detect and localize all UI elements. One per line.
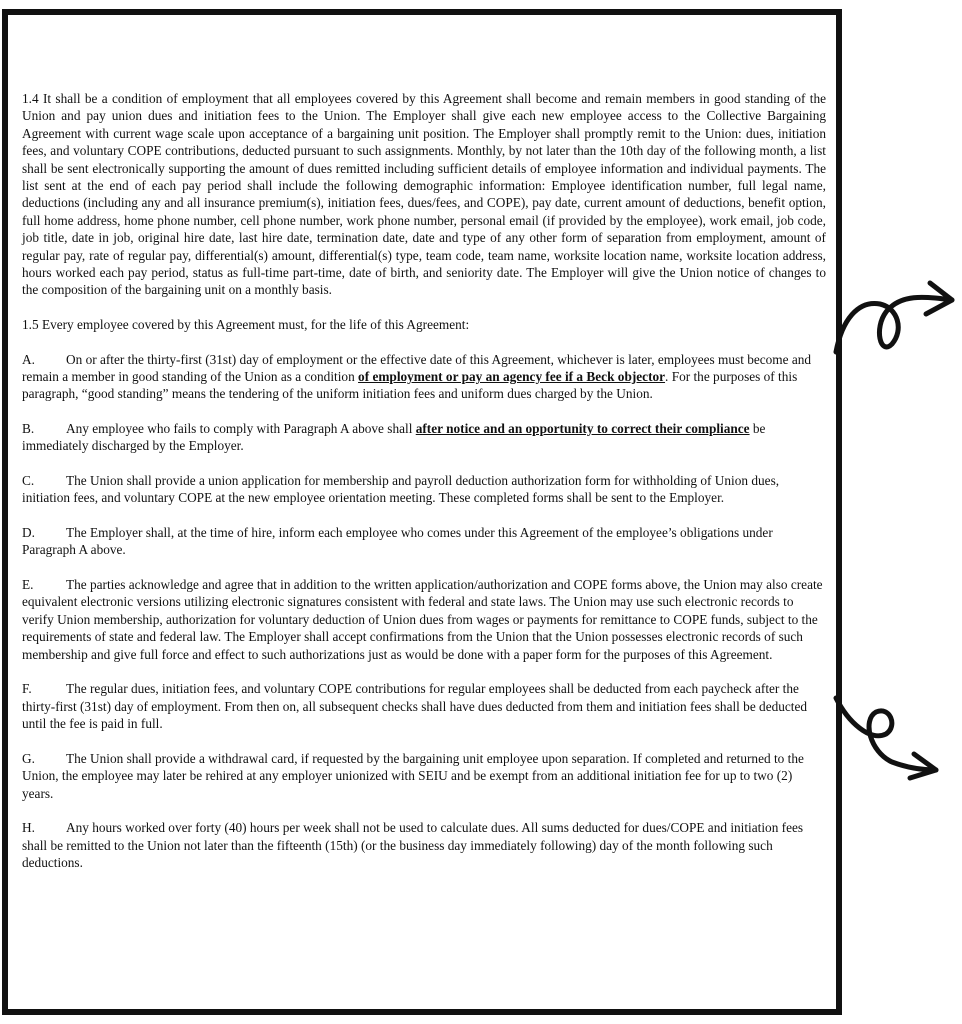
item-d-paragraph [22,524,826,559]
section-1-4-paragraph: 1.4 It shall be a condition of employment that all employees covered by this Agreement shall become and remain members in good standing of the Union and pay union dues and initiation fees to the Union. The Employer shall give each new employee access to the Collective Bargaining Agreement with current wage scale upon acceptance of a bargaining unit position. The Employer shall promptly remit to the Union: dues, initiation fees, and voluntary COPE contributions, deducted pursuant to such assignments. Monthly, by not later than the 10th day of the following month, a list shall be sent electronically supporting the amount of dues remitted including sufficient details of employee information and individual payments. The list sent at the end of each pay period shall include the following demographic information: Employee identification number, full legal name, deductions (including any and all insurance premium(s), initiation fees, dues/fees, and COPE), pay date, current amount of deductions, benefit option, full home address, home phone number, cell phone number, work phone number, personal email (if provided by the employee), work email, job code, job title, date in job, original hire date, last hire date, termination date, date and type of any other form of separation from employment, amount of regular pay, rate of regular pay, differential(s) amount, differential(s) type, team code, team name, worksite location name, worksite location address, hours worked each pay period, status as full-time part-time, date of birth, and seniority date. The Employer will give the Union notice of changes to the composition of the bargaining unit on a monthly basis. [22,91,826,298]
section-1-5-intro: 1.5 Every employee covered by this Agreement must, for the life of this Agreement: [22,317,470,333]
item-d-text: The Employer shall, at the time of hire, inform each employee who comes under this Agreement of the employee’s obligations under Paragraph A above. [22,525,773,558]
item-h-text: Any hours worked over forty (40) hours per week shall not be used to calculate dues. All sums deducted for dues/COPE and initiation fees shall be remitted to the Union not later than the fifteenth (15th) (or the business day immediately following) day of the month following such deductions. [22,820,804,870]
document-page [2,9,842,1015]
item-h-letter: H. [22,820,35,836]
item-b-letter: B. [22,421,35,437]
item-c-letter: C. [22,473,35,489]
item-b-text-before: Any employee who fails to comply with Paragraph A above shall [66,421,416,437]
item-h-paragraph [22,819,826,871]
item-e-text: The parties acknowledge and agree that in addition to the written application/authorization and COPE forms above, the Union may also create equivalent electronic versions utilizing electronic signatures consistent with federal and state laws. The Union may use such electronic records to verify Union membership, authorization for voluntary deduction of Union dues from wages or payments for remittance to COPE funds, subject to the requirements of state and federal law. The Employer shall accept confirmations from the Union that the Union possesses electronic records of such membership and give full force and effect to such authorizations just as would be done with a paper form for the purposes of this Agreement. [22,577,823,662]
item-b-text-after: be immediately discharged by the Employer. [22,421,766,454]
curly-arrow-up-right-icon [836,283,952,352]
item-f-letter: F. [22,681,32,697]
document-body [22,90,826,889]
item-c-paragraph [22,472,826,507]
item-e-letter: E. [22,577,34,593]
item-a-letter: A. [22,351,35,367]
item-a-emphasis: of employment or pay an agency fee if a Beck objector [358,369,666,385]
item-e-paragraph [22,576,826,663]
item-g-paragraph [22,750,826,802]
item-a-text-before: On or after the thirty-first (31st) day of employment or the effective date of this Agreement, whichever is later, employees must become and remain a member in good standing of the Union as a condition [22,351,812,385]
item-b-emphasis: after notice and an opportunity to correct their compliance [415,421,750,437]
item-g-letter: G. [22,750,35,766]
item-g-text: The Union shall provide a withdrawal card, if requested by the bargaining unit employee upon separation. If completed and returned to the Union, the employee may later be rehired at any employer unionized with SEIU and be exempt from an additional initiation fee for up to two (2) years. [22,750,804,801]
item-f-text: The regular dues, initiation fees, and voluntary COPE contributions for regular employees shall be deducted from each paycheck after the thirty-first (31st) day of employment. From then on, all subsequent checks shall have dues deducted from them and initiation fees shall be deducted until the fee is paid in full. [22,681,808,732]
item-a-paragraph [22,351,826,403]
item-b-paragraph [22,420,826,455]
item-c-text: The Union shall provide a union application for membership and payroll deduction authorization form for withholding of Union dues, initiation fees, and voluntary COPE at the new employee orientation meeting. These completed forms shall be sent to the Employer. [22,473,780,506]
item-f-paragraph [22,680,826,732]
item-a-text-after: . For the purposes of this paragraph, “good standing” means the tendering of the uniform initiation fees and uniform dues charged by the Union. [22,369,798,402]
curly-arrow-down-right-icon [836,698,936,778]
item-d-letter: D. [22,525,35,541]
